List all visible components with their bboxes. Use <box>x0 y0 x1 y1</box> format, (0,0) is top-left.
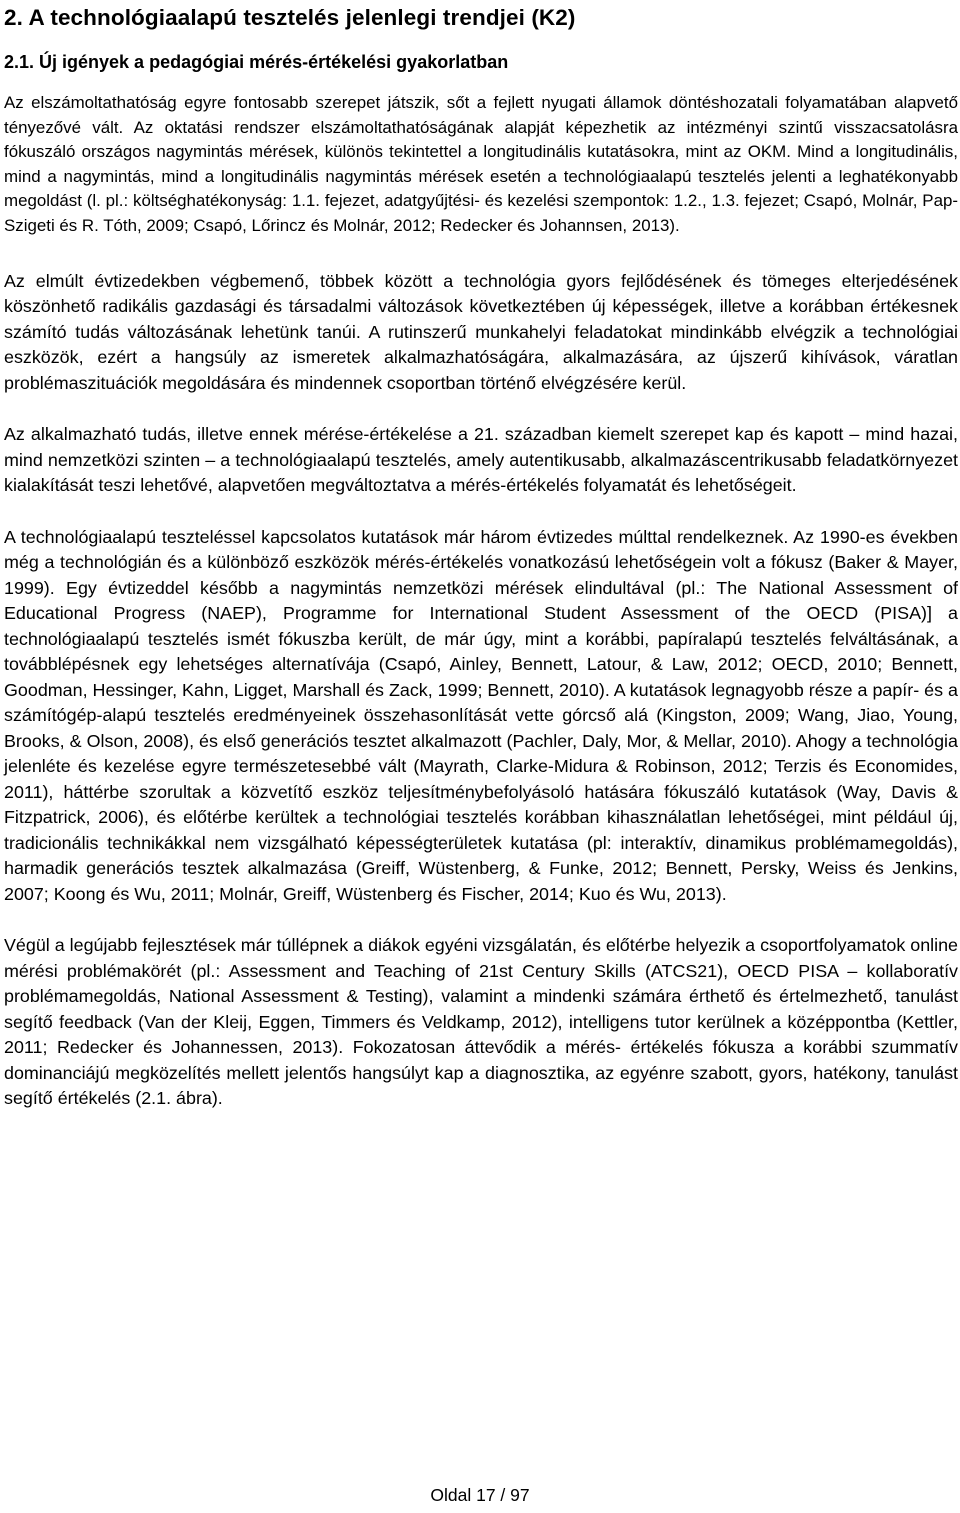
paragraph-accountability: Az elszámoltathatóság egyre fontosabb szerepet játszik, sőt a fejlett nyugati államok döntéshozatali folyamatában alapvető tényezővé vált. Az oktatási rendszer elszámoltathatóságának alapját képezhetik az intézményi szintű visszacsatolásra fókuszáló országos nagymintás mérések, különös tekintettel a longitudinális kutatásokra, mint az OKM. Mind a longitudinális, mind a nagymintás, mind a longitudinális nagymintás mérések esetén a technológiaalapú tesztelés jelenti a leghatékonyabb megoldást (l. pl.: költséghatékonyság: 1.1. fejezet, adatgyűjtési- és kezelési szempontok: 1.2., 1.3. fejezet; Csapó, Molnár, Pap-Szigeti és R. Tóth, 2009; Csapó, Lőrincz és Molnár, 2012; Redecker és Johannsen, 2013). <box>4 93 958 235</box>
page-number-footer: Oldal 17 / 97 <box>430 1485 530 1505</box>
section-heading: 2.1. Új igények a pedagógiai mérés-értékelési gyakorlatban <box>4 52 509 72</box>
paragraph-applicable-knowledge: Az alkalmazható tudás, illetve ennek mérése-értékelése a 21. században kiemelt szerepet kap és kapott – mind hazai, mind nemzetközi szinten – a technológiaalapú tesztelés, amely autentikusabb, alkalmazáscentrikusabb feladatkörnyezet kialakítását teszi lehetővé, alapvetően megváltoztatva a mérés-értékelés folyamatát és lehetőségeit. <box>4 424 958 496</box>
paragraph-research-history: A technológiaalapú teszteléssel kapcsolatos kutatások már három évtizedes múlttal rendelkeznek. Az 1990-es években még a technológián és a különböző eszközök mérés-értékelés vonatkozású lehetőségein volt a fókusz (Baker & Mayer, 1999). Egy évtizeddel később a nagymintás nemzetközi mérések elindultával (pl.: The National Assessment of Educational Progress (NAEP), Programme for International Student Assessment of the OECD (PISA)] a technológiaalapú tesztelés ismét fókuszba került, de már úgy, mint a korábbi, papíralapú tesztelés felváltásának, a továbblépésnek egy lehetséges alternatívája (Csapó, Ainley, Bennett, Latour, & Law, 2012; OECD, 2010; Bennett, Goodman, Hessinger, Kahn, Ligget, Marshall és Zack, 1999; Bennett, 2010). A kutatások legnagyobb része a papír- és a számítógép-alapú tesztelés eredményeinek összehasonlítását vette górcső alá (Kingston, 2009; Wang, Jiao, Young, Brooks, & Olson, 2008), és első generációs tesztet alkalmazott (Pachler, Daly, Mor, & Mellar, 2010). Ahogy a technológia jelenléte és kezelése egyre természetesebbé vált (Mayrath, Clarke-Midura & Robinson, 2012; Terzis és Economides, 2011), háttérbe szorultak a közvetítő eszköz teljesítménybefolyásoló hatására fókuszáló kutatások (Way, Davis & Fitzpatrick, 2006), és előtérbe kerültek a technológiai tesztelés korábban kihasználatlan lehetőségei, mint például új, tradicionális technikákkal nem vizsgálható képességterületek kutatása (pl: interaktív, dinamikus problémamegoldás), harmadik generációs tesztek alkalmazása (Greiff, Wüstenberg, & Funke, 2012; Bennett, Persky, Weiss és Jenkins, 2007; Koong és Wu, 2011; Molnár, Greiff, Wüstenberg és Fischer, 2014; Kuo és Wu, 2013). <box>4 526 958 904</box>
chapter-heading: 2. A technológiaalapú tesztelés jelenlegi trendjei (K2) <box>4 5 576 30</box>
paragraph-latest-developments: Végül a legújabb fejlesztések már túllépnek a diákok egyéni vizsgálatán, és előtérbe helyezik a csoportfolyamatok online mérési problémakörét (pl.: Assessment and Teaching of 21st Century Skills (ATCS21), OECD PISA – kollaboratív problémamegoldás, National Assessment & Testing), valamint a mindenki számára érthető és értelmezhető, tanulást segítő feedback (Van der Kleij, Eggen, Timmers és Veldkamp, 2012), intelligens tutor kerülnek a középpontba (Kettler, 2011; Redecker és Johannessen, 2013). Fokozatosan áttevődik a mérés- értékelés fókusza a korábbi szummatív dominanciájú megközelítés mellett jelentős hangsúlyt kap a diagnosztika, az egyénre szabott, gyors, hatékony, tanulást segítő értékelés (2.1. ábra). <box>4 935 958 1109</box>
page-content <box>4 0 958 1112</box>
paragraph-social-change: Az elmúlt évtizedekben végbemenő, többek között a technológia gyors fejlődésének és tömeges elterjedésének köszönhető radikális gazdasági és társadalmi változások következtében új képességek, illetve a korábban értékesnek számító tudás változásának lehetünk tanúi. A rutinszerű munkahelyi feladatokat mindinkább elvégzik a technológiai eszközök, ezért a hangsúly az ismeretek alkalmazhatóságára, alkalmazására, az újszerű kihívások, váratlan problémaszituációk megoldására és mindennek csoportban történő elvégzésére kerül. <box>4 270 958 393</box>
